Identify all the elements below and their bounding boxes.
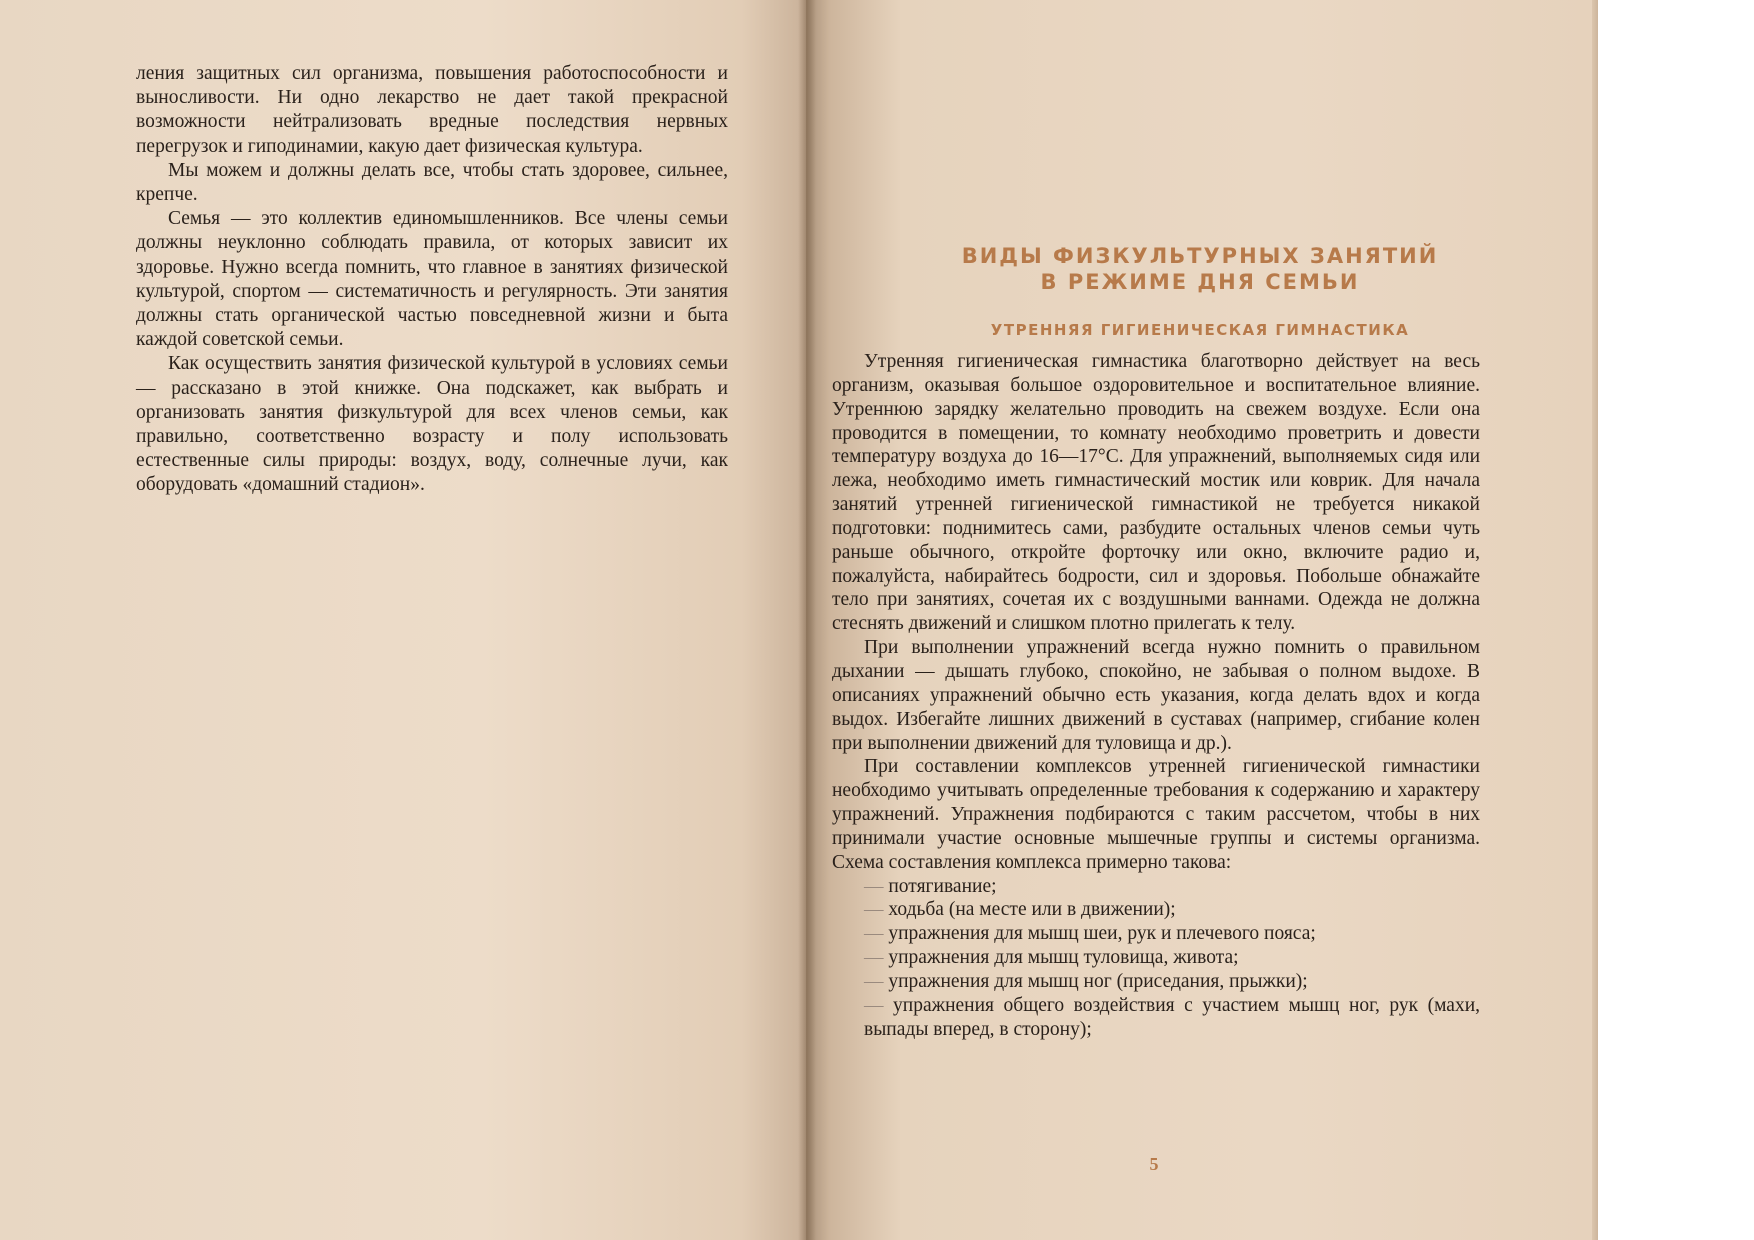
right-paragraph-2: При выполнении упражнений всегда нужно помнить о правильном дыхании — дышать глубоко, спокойно, не забывая о полном выдохе. В описаниях упражнений обычно есть указания, когда делать вдох и когда выдох. Избегайте лишних движений в суставах (например, сгибание колен при выполнении движений для туловища и др.). xyxy=(832,637,1480,754)
list-item-text: ходьба (на месте или в движении); xyxy=(888,899,1176,921)
list-item-text: упражнения для мышц туловища, живота; xyxy=(888,947,1239,969)
list-item xyxy=(832,875,1480,899)
list-item-text: упражнения для мышц шеи, рук и плечевого пояса; xyxy=(888,923,1316,945)
list-dash: — xyxy=(864,994,884,1016)
list-item xyxy=(832,922,1480,946)
list-item xyxy=(832,970,1480,994)
chapter-heading-line-1: ВИДЫ ФИЗКУЛЬТУРНЫХ ЗАНЯТИЙ xyxy=(961,244,1439,268)
list-dash: — xyxy=(864,970,884,992)
chapter-heading-line-2: В РЕЖИМЕ ДНЯ СЕМЬИ xyxy=(1040,270,1360,294)
section-subheading: УТРЕННЯЯ ГИГИЕНИЧЕСКАЯ ГИМНАСТИКА xyxy=(990,321,1410,339)
left-paragraph-3: Семья — это коллектив единомышленников. Все члены семьи должны неуклонно соблюдать правила, от которых зависит их здоровье. Нужно всегда помнить, что главное в занятиях физической культурой, спортом — систематичность и регулярность. Эти занятия должны стать органической частью повседневной жизни и быта каждой советской семьи. xyxy=(136,208,728,351)
right-page-text xyxy=(832,350,1480,1041)
left-paragraph-1: ления защитных сил организма, повышения работоспособности и выносливости. Ни одно лекарство не дает такой прекрасной возможности нейтрализовать вредные последствия нервных перегрузок и гиподинамии, какую дает физическая культура. xyxy=(136,63,728,157)
list-dash: — xyxy=(864,947,884,969)
left-paragraph-4: Как осуществить занятия физической культурой в условиях семьи — рассказано в этой книжке. Она подскажет, как выбрать и организовать занятия физкультурой для всех членов семьи, как правильно, соответственно возрасту и полу использовать естественные силы природы: воздух, воду, солнечные лучи, как оборудовать «домашний стадион». xyxy=(136,353,728,496)
list-item-text: упражнения общего воздействия с участием мышц ног, рук (махи, выпады вперед, в сторону); xyxy=(864,994,1481,1040)
list-item xyxy=(832,994,1480,1042)
list-dash: — xyxy=(864,899,884,921)
exercise-scheme-list xyxy=(832,875,1480,1042)
page-number: 5 xyxy=(1149,1154,1159,1174)
left-page-text xyxy=(136,62,728,498)
book-gutter xyxy=(798,0,816,1240)
page-edge xyxy=(1592,0,1598,1240)
list-dash: — xyxy=(864,923,884,945)
left-page xyxy=(0,0,806,1240)
list-item-text: потягивание; xyxy=(888,875,997,897)
list-dash: — xyxy=(864,875,884,897)
right-paragraph-1: Утренняя гигиеническая гимнастика благотворно действует на весь организм, оказывая большое оздоровительное и воспитательное влияние. Утреннюю зарядку желательно проводить на свежем воздухе. Если она проводится в помещении, то комнату необходимо проветрить и довести температуру воздуха до 16—17°С. Для упражнений, выполняемых сидя или лежа, необходимо иметь гимнастический мостик или коврик. Для начала занятий утренней гигиенической гимнастикой не требуется никакой подготовки: поднимитесь сами, разбудите остальных членов семьи чуть раньше обычного, откройте форточку или окно, включите радио и, пожалуйста, набирайтесь бодрости, сил и здоровья. Побольше обнажайте тело при занятиях, сочетая их с воздушными ваннами. Одежда не должна стеснять движений и слишком плотно прилегать к телу. xyxy=(832,351,1480,635)
list-item xyxy=(832,898,1480,922)
chapter-heading xyxy=(880,243,1520,295)
list-item-text: упражнения для мышц ног (приседания, прыжки); xyxy=(888,970,1308,992)
right-paragraph-3: При составлении комплексов утренней гигиенической гимнастики необходимо учитывать определенные требования к содержанию и характеру упражнений. Упражнения подбираются с таким рассчетом, чтобы в них принимали участие основные мышечные группы и системы организма. Схема составления комплекса примерно такова: xyxy=(832,756,1480,873)
left-paragraph-2: Мы можем и должны делать все, чтобы стать здоровее, сильнее, крепче. xyxy=(136,159,728,206)
list-item xyxy=(832,946,1480,970)
